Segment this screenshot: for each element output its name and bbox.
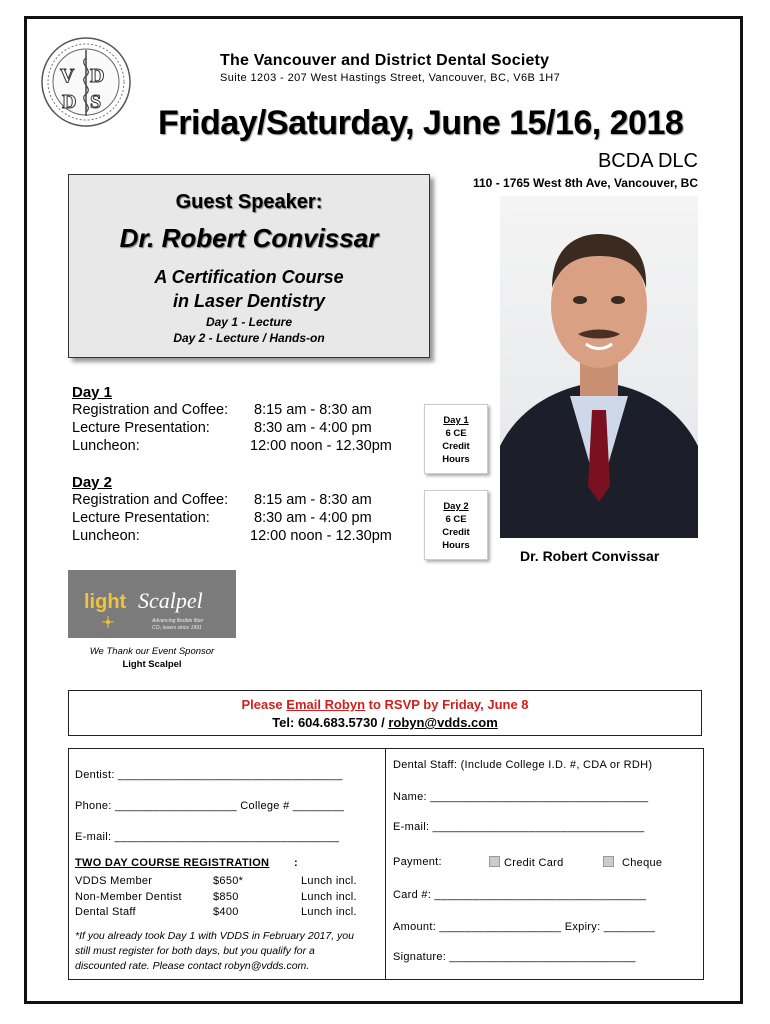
- fee-price-staff: $400: [213, 906, 239, 918]
- dentist-email-field[interactable]: E-mail: ___________________________________: [75, 831, 340, 843]
- day2-badge-hours: Hours: [442, 540, 470, 551]
- fee-type-staff: Dental Staff: [75, 906, 136, 918]
- rsvp-pre: Please: [241, 697, 287, 712]
- venue-address: 110 - 1765 West 8th Ave, Vancouver, BC: [473, 176, 698, 190]
- day2-luncheon-label: Luncheon:: [72, 528, 140, 544]
- event-date: Friday/Saturday, June 15/16, 2018: [158, 104, 684, 142]
- day1-badge-credit: Credit: [442, 441, 470, 452]
- day1-badge-ce: 6 CE: [445, 428, 467, 439]
- rsvp-email-link[interactable]: robyn@vdds.com: [388, 715, 498, 730]
- fee-lunch-nonmember: Lunch incl.: [301, 891, 357, 903]
- org-address: Suite 1203 - 207 West Hastings Street, Vancouver, BC, V6B 1H7: [220, 72, 561, 84]
- footnote-line2: still must register for both days, but you qualify for a: [75, 945, 315, 957]
- cheque-option[interactable]: [603, 856, 662, 869]
- day2-registration-time: 8:15 am - 8:30 am: [254, 492, 372, 508]
- signature-field[interactable]: Signature: _____________________________: [393, 951, 636, 963]
- day1-ce-badge: [424, 404, 488, 474]
- day2-lecture-label: Lecture Presentation:: [72, 510, 210, 526]
- day1-registration-label: Registration and Coffee:: [72, 402, 229, 418]
- staff-name-field[interactable]: Name: __________________________________: [393, 791, 649, 803]
- svg-text:V: V: [60, 65, 75, 87]
- credit-card-option[interactable]: [489, 856, 564, 869]
- registration-title-colon: :: [294, 857, 298, 869]
- fee-type-nonmember: Non-Member Dentist: [75, 891, 182, 903]
- day1-badge-hours: Hours: [442, 454, 470, 465]
- day1-luncheon-time: 12:00 noon - 12.30pm: [250, 438, 392, 454]
- footnote-line1: *If you already took Day 1 with VDDS in February 2017, you: [75, 930, 354, 942]
- venue-name: BCDA DLC: [597, 150, 698, 172]
- phone-college-field[interactable]: Phone: ___________________ College # ________: [75, 800, 345, 812]
- amount-expiry-field[interactable]: Amount: ___________________ Expiry: ________: [393, 921, 656, 933]
- speaker-photo: [500, 196, 698, 538]
- logo-text-light: light: [84, 591, 127, 613]
- day1-lecture-time: 8:30 am - 4:00 pm: [254, 420, 372, 436]
- speaker-portrait-image: [500, 196, 698, 538]
- fee-type-member: VDDS Member: [75, 875, 153, 887]
- dentist-field[interactable]: Dentist: ___________________________________: [75, 769, 343, 781]
- day2-registration-label: Registration and Coffee:: [72, 492, 229, 508]
- staff-email-field[interactable]: E-mail: _________________________________: [393, 821, 645, 833]
- registration-title: TWO DAY COURSE REGISTRATION: [75, 857, 270, 869]
- day2-title: Day 2: [72, 474, 113, 491]
- fee-price-nonmember: $850: [213, 891, 239, 903]
- cheque-label: Cheque: [622, 857, 663, 869]
- fee-lunch-member: Lunch incl.: [301, 875, 357, 887]
- photo-caption: Dr. Robert Convissar: [520, 548, 660, 564]
- sponsor-name: Light Scalpel: [122, 659, 182, 670]
- logo-text-scalpel: Scalpel: [138, 588, 203, 613]
- course-title-line1: A Certification Course: [154, 267, 344, 287]
- guest-speaker-label: Guest Speaker:: [175, 191, 323, 213]
- rsvp-post: to RSVP by Friday, June 8: [365, 697, 529, 712]
- day2-note: Day 2 - Lecture / Hands-on: [173, 331, 325, 345]
- day1-luncheon-label: Luncheon:: [72, 438, 140, 454]
- credit-card-checkbox[interactable]: [489, 856, 500, 867]
- payment-label: Payment:: [393, 856, 442, 868]
- day2-luncheon-time: 12:00 noon - 12.30pm: [250, 528, 392, 544]
- speaker-box: [68, 174, 430, 358]
- rsvp-line2: [69, 715, 701, 730]
- email-robyn-link[interactable]: Email Robyn: [286, 697, 366, 712]
- course-title-line2: in Laser Dentistry: [172, 291, 326, 311]
- day2-badge-ce: 6 CE: [445, 514, 467, 525]
- sponsor-logo: [68, 570, 236, 638]
- rsvp-box: [68, 690, 702, 736]
- rsvp-line1: [69, 697, 701, 712]
- svg-text:D: D: [90, 65, 105, 87]
- logo-tagline2: CO₂ lasers since 1991: [152, 625, 202, 631]
- form-divider: [385, 749, 386, 979]
- staff-header: Dental Staff: (Include College I.D. #, CDA or RDH): [393, 759, 653, 771]
- speaker-name: Dr. Robert Convissar: [119, 223, 379, 253]
- svg-text:D: D: [62, 91, 77, 113]
- day1-registration-time: 8:15 am - 8:30 am: [254, 402, 372, 418]
- card-number-field[interactable]: Card #: _________________________________: [393, 889, 647, 901]
- day1-title: Day 1: [72, 384, 113, 401]
- day2-ce-badge: [424, 490, 488, 560]
- footnote-line3: discounted rate. Please contact robyn@vdds.com.: [75, 960, 310, 972]
- sponsor-thanks: We Thank our Event Sponsor: [89, 646, 215, 657]
- day1-badge-day: Day 1: [443, 415, 469, 426]
- light-scalpel-logo: [68, 570, 236, 638]
- credit-card-label: Credit Card: [504, 857, 564, 869]
- day2-badge-credit: Credit: [442, 527, 470, 538]
- svg-text:S: S: [90, 91, 102, 113]
- fee-lunch-staff: Lunch incl.: [301, 906, 357, 918]
- rsvp-tel: Tel: 604.683.5730 /: [272, 715, 389, 730]
- vdds-logo: [40, 36, 132, 128]
- cheque-checkbox[interactable]: [603, 856, 614, 867]
- logo-tagline1: Advancing flexible fiber: [152, 618, 204, 624]
- day1-lecture-label: Lecture Presentation:: [72, 420, 210, 436]
- day2-badge-day: Day 2: [443, 501, 469, 512]
- registration-form: [68, 748, 704, 980]
- day1-note: Day 1 - Lecture: [205, 315, 293, 329]
- org-name: The Vancouver and District Dental Society: [220, 52, 550, 69]
- fee-price-member: $650*: [213, 875, 244, 887]
- day2-lecture-time: 8:30 am - 4:00 pm: [254, 510, 372, 526]
